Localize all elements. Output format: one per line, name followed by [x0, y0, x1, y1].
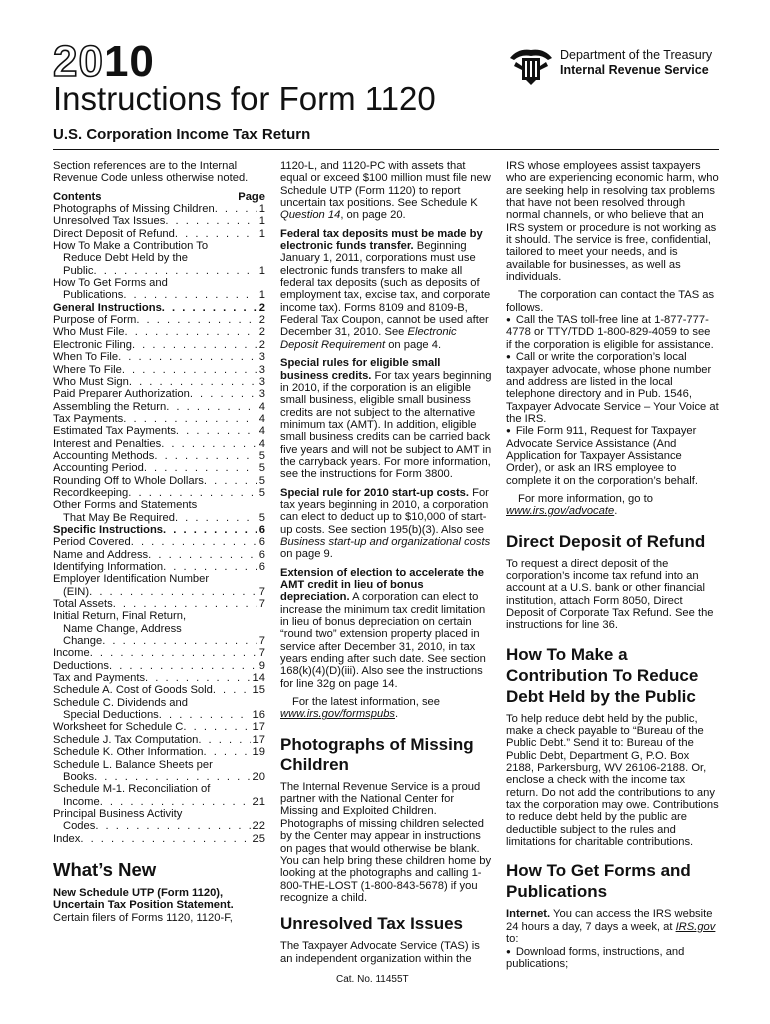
- intro-text: Section references are to the Internal Revenue Code unless otherwise noted.: [53, 160, 249, 185]
- toc-leader-dots: [89, 586, 257, 598]
- tas-text: IRS whose employees assist taxpayers who are experiencing economic harm, who are seeking help in resolving tax problems that have not been resolved through normal channels, or who believe that an IRS system or procedure is not working as it should. The service is free, confidential, tailored to meet your needs, and is available for businesses, as well as individuals.: [506, 160, 719, 284]
- table-of-contents: [53, 203, 265, 845]
- toc-entry-title: Employer Identification Number: [53, 573, 210, 586]
- toc-entry[interactable]: [53, 660, 265, 672]
- toc-entry-page: 4: [258, 437, 265, 450]
- toc-entry: [53, 499, 265, 511]
- column-2: [280, 160, 492, 971]
- toc-entry[interactable]: [53, 326, 265, 338]
- toc-leader-dots: [109, 660, 257, 672]
- toc-entry-page: 14: [252, 672, 265, 685]
- column-1: [53, 160, 265, 924]
- toc-entry: [53, 610, 265, 622]
- toc-entry-page: 3: [258, 351, 265, 364]
- toc-entry-title: General Instructions: [53, 301, 162, 314]
- toc-entry-page: 4: [258, 425, 265, 438]
- whats-new-heading: What’s New: [53, 858, 157, 880]
- question-14-ref[interactable]: Question 14: [280, 209, 341, 222]
- toc-entry-title: Interest and Penalties: [53, 437, 162, 450]
- toc-entry-page: 3: [258, 388, 265, 401]
- toc-entry-title: Deductions: [53, 659, 109, 672]
- bullet-download-forms: ● Download forms, instructions, and publications;: [506, 946, 719, 971]
- contribution-heading: How To Make a Contribution To Reduce Debt Held by the Public: [506, 644, 699, 706]
- toc-entry-title: Books: [63, 770, 95, 783]
- toc-entry-page: 21: [252, 795, 265, 808]
- toc-entry-title: Who Must File: [53, 326, 125, 339]
- toc-entry[interactable]: [53, 672, 265, 684]
- toc-entry-title: Electronic Filing: [53, 338, 132, 351]
- toc-entry[interactable]: [53, 721, 265, 733]
- year-solid-part: 10: [103, 37, 155, 86]
- startup-text: For tax years beginning in 2010, a corporation can elect to deduct up to $10,000 of start-up costs. See section 195(b)(3). Also see: [280, 486, 489, 536]
- page-title: Instructions for Form 1120: [53, 80, 436, 117]
- toc-entry[interactable]: [53, 450, 265, 462]
- toc-leader-dots: [145, 672, 251, 684]
- toc-entry-title: When To File: [53, 351, 119, 364]
- toc-leader-dots: [122, 364, 257, 376]
- toc-entry-title: (EIN): [63, 585, 90, 598]
- toc-leader-dots: [123, 289, 256, 301]
- photos-heading: Photographs of Missing Children: [280, 734, 474, 774]
- toc-entry-page: 25: [252, 832, 265, 845]
- toc-entry[interactable]: [53, 487, 265, 499]
- toc-entry-page: 1: [258, 203, 265, 216]
- toc-entry-title: Index: [53, 832, 81, 845]
- toc-entry[interactable]: [53, 586, 265, 598]
- toc-leader-dots: [162, 302, 257, 314]
- toc-entry-title: Schedule C. Dividends and: [53, 696, 188, 709]
- toc-entry-title: How To Make a Contribution To: [53, 240, 209, 253]
- toc-entry-title: Photographs of Missing Children: [53, 203, 215, 216]
- toc-entry[interactable]: [53, 475, 265, 487]
- toc-entry[interactable]: [53, 289, 265, 301]
- toc-entry-title: Estimated Tax Payments: [53, 425, 176, 438]
- toc-entry[interactable]: [53, 820, 265, 832]
- bullet-form-911: ● File Form 911, Request for Taxpayer Advocate Service Assistance (And Application for Taxpayer Assistance Order), or ask an IRS employee to complete it on the corporation’s behalf.: [506, 425, 719, 487]
- toc-entry[interactable]: [53, 796, 265, 808]
- toc-entry-title: Name Change, Address: [63, 622, 182, 635]
- page-subtitle: U.S. Corporation Income Tax Return: [53, 126, 311, 143]
- toc-entry-title: Change: [63, 635, 103, 648]
- small-business-text: For tax years beginning in 2010, if the corporation is an eligible small business, eligible small business credits are not subject to the alternative minimum tax (AMT). In addition, eligible small business credits can be carried back five years and will not be subject to AMT in the carryback years. For more information, see the instructions for Form 3800.: [280, 369, 492, 481]
- utp-heading: New Schedule UTP (Form 1120), Uncertain Tax Position Statement.: [53, 886, 234, 912]
- toc-entry: [53, 759, 265, 771]
- toc-entry-title: Accounting Methods: [53, 449, 155, 462]
- toc-entry[interactable]: [53, 561, 265, 573]
- toc-leader-dots: [165, 215, 256, 227]
- toc-leader-dots: [213, 684, 251, 696]
- toc-leader-dots: [176, 425, 257, 437]
- toc-entry[interactable]: [53, 265, 265, 277]
- startup-text-end: on page 9.: [280, 548, 333, 561]
- eft-heading: Federal tax deposits must be made by electronic funds transfer.: [280, 227, 483, 253]
- toc-entry-title: Schedule J. Tax Computation: [53, 733, 199, 746]
- irs-gov-link[interactable]: IRS.gov: [675, 920, 716, 933]
- contribution-text: To help reduce debt held by the public, make a check payable to “Bureau of the Public Debt.” Send it to: Bureau of the Public Debt, Department G, P.O. Box 2188, Parkersburg, WV 26106-2188. Or, enclose a check with the income tax return. Do not add the contributions to any tax the corporation may owe. Contributions to reduce debt held by the public are deductible subject to the rules and limitations for charitable contributions.: [506, 712, 719, 849]
- direct-deposit-text: To request a direct deposit of the corporation’s income tax refund into an account at a U.S. bank or other financial institution, attach Form 8050, Direct Deposit of Corporate Tax Refund. See the instructions for line 36.: [506, 557, 714, 632]
- catalog-number: Cat. No. 11455T: [336, 974, 409, 985]
- internet-text-end: to:: [506, 933, 519, 946]
- toc-entry[interactable]: [53, 425, 265, 437]
- toc-leader-dots: [163, 561, 257, 573]
- photos-text: The Internal Revenue Service is a proud partner with the National Center for Missing and Exploited Children. Photographs of missing children selected by the Center may appear in instructions on pages that would otherwise be blank. You can help bring these children home by looking at the photographs and calling 1-800-THE-LOST (1-800-843-5678) if you recognize a child.: [280, 780, 492, 904]
- toc-leader-dots: [161, 438, 257, 450]
- column-3: [506, 160, 719, 970]
- toc-entry-page: 1: [258, 215, 265, 228]
- toc-entry[interactable]: [53, 746, 265, 758]
- toc-entry-page: 6: [258, 536, 265, 549]
- toc-entry-page: 20: [252, 770, 265, 783]
- toc-entry-title: That May Be Required: [63, 511, 175, 524]
- toc-entry-title: Specific Instructions: [53, 523, 164, 536]
- toc-leader-dots: [94, 771, 250, 783]
- toc-entry-page: 6: [258, 523, 265, 536]
- toc-entry-title: Tax and Payments: [53, 672, 146, 685]
- irs-eagle-logo-icon: [506, 44, 556, 86]
- toc-entry-page: 1: [258, 227, 265, 240]
- formspubs-link[interactable]: www.irs.gov/formspubs: [280, 708, 396, 721]
- toc-entry: [53, 252, 265, 264]
- toc-entry-title: Total Assets: [53, 598, 113, 611]
- eft-paragraph: [280, 228, 492, 351]
- startup-heading: Special rule for 2010 start-up costs.: [280, 486, 470, 499]
- toc-entry-page: 2: [258, 301, 265, 314]
- toc-entry-title: Accounting Period: [53, 462, 144, 475]
- contact-intro: The corporation can contact the TAS as follows.: [506, 289, 715, 314]
- amt-heading: Extension of election to accelerate the AMT credit in lieu of bonus depreciation.: [280, 566, 484, 604]
- more-info-paragraph: [506, 493, 719, 518]
- toc-entry-page: 15: [252, 684, 265, 697]
- toc-entry-title: Recordkeeping: [53, 486, 129, 499]
- toc-entry-page: 22: [252, 820, 265, 833]
- toc-entry-title: Public: [63, 264, 94, 277]
- toc-entry-page: 3: [258, 363, 265, 376]
- toc-entry[interactable]: [53, 833, 265, 845]
- toc-leader-dots: [183, 721, 250, 733]
- direct-deposit-heading: Direct Deposit of Refund: [506, 531, 706, 551]
- year-outline-part: 20: [53, 37, 104, 86]
- toc-header: [53, 191, 265, 203]
- advocate-link[interactable]: www.irs.gov/advocate: [506, 505, 615, 518]
- toc-entry-page: 4: [258, 412, 265, 425]
- toc-leader-dots: [128, 487, 257, 499]
- toc-page-label: Page: [238, 190, 265, 203]
- toc-entry-page: 2: [258, 314, 265, 327]
- toc-entry[interactable]: [53, 771, 265, 783]
- toc-entry[interactable]: [53, 647, 265, 659]
- toc-entry[interactable]: [53, 549, 265, 561]
- toc-entry-title: Reduce Debt Held by the: [63, 252, 189, 265]
- toc-entry-page: 7: [258, 647, 265, 660]
- amt-text: A corporation can elect to increase the minimum tax credit limitation in lieu of bonus depreciation on certain “round two” extension property placed in service after December 31, 2010, in tax years ending after such date. See section 168(k)(4)(D)(iii). Also see the instructions for line 32g on page 14.: [280, 591, 486, 690]
- toc-leader-dots: [198, 734, 250, 746]
- toc-entry[interactable]: [53, 314, 265, 326]
- toc-leader-dots: [154, 450, 256, 462]
- toc-entry-title: Schedule A. Cost of Goods Sold: [53, 684, 213, 697]
- toc-entry-page: 17: [252, 733, 265, 746]
- toc-entry: [53, 623, 265, 635]
- utp-text: Certain filers of Forms 1120, 1120-F,: [53, 911, 233, 924]
- toc-entry-page: 2: [258, 326, 265, 339]
- toc-entry-page: 9: [258, 659, 265, 672]
- latest-info-text: For the latest information, see: [292, 696, 440, 709]
- toc-entry-page: 5: [258, 449, 265, 462]
- toc-label: Contents: [53, 190, 102, 203]
- toc-entry-title: Income: [63, 795, 100, 808]
- toc-entry[interactable]: [53, 302, 265, 314]
- toc-entry[interactable]: [53, 684, 265, 696]
- toc-entry-page: 16: [252, 709, 265, 722]
- eft-text-end: on page 4.: [388, 338, 442, 351]
- toc-entry-title: Identifying Information: [53, 561, 164, 573]
- toc-entry-page: 5: [258, 462, 265, 475]
- bullet-local-advocate: ● Call or write the corporation’s local taxpayer advocate, whose phone number and address are listed in the local telephone directory and in Pub. 1546, Taxpayer Advocate Service – Your Voice at the IRS.: [506, 351, 719, 425]
- toc-leader-dots: [148, 549, 257, 561]
- year-heading: [53, 37, 155, 86]
- eft-text: Beginning January 1, 2011, corporations must use electronic funds transfers to make all federal tax deposits (such as deposits of employment tax, excise tax, and corporate income tax). Forms 8109 and 8109-B, Federal Tax Coupon, cannot be used after December 31, 2010. See: [280, 240, 491, 339]
- toc-entry[interactable]: [53, 709, 265, 721]
- toc-entry[interactable]: [53, 203, 265, 215]
- header-divider: [53, 149, 719, 150]
- toc-entry: [53, 808, 265, 820]
- toc-leader-dots: [113, 598, 257, 610]
- toc-entry[interactable]: [53, 462, 265, 474]
- toc-entry[interactable]: [53, 413, 265, 425]
- amt-paragraph: [280, 567, 492, 690]
- toc-entry[interactable]: [53, 364, 265, 376]
- toc-entry[interactable]: [53, 734, 265, 746]
- toc-leader-dots: [125, 326, 257, 338]
- toc-leader-dots: [204, 475, 257, 487]
- toc-entry-title: Direct Deposit of Refund: [53, 227, 175, 240]
- toc-entry-title: Who Must Sign: [53, 375, 129, 388]
- toc-entry-page: 7: [258, 585, 265, 598]
- toc-leader-dots: [95, 820, 250, 832]
- toc-entry-title: Worksheet for Schedule C: [53, 721, 184, 734]
- toc-entry[interactable]: [53, 438, 265, 450]
- toc-entry-page: 5: [258, 474, 265, 487]
- toc-entry-title: Tax Payments: [53, 412, 124, 425]
- toc-entry-page: 4: [258, 400, 265, 413]
- toc-entry-title: Other Forms and Statements: [53, 499, 198, 512]
- toc-entry-title: Assembling the Return: [53, 400, 167, 413]
- toc-entry-page: 7: [258, 598, 265, 611]
- toc-entry[interactable]: [53, 401, 265, 413]
- toc-entry[interactable]: [53, 215, 265, 227]
- toc-entry-title: Schedule L. Balance Sheets per: [53, 758, 213, 771]
- toc-entry[interactable]: [53, 376, 265, 388]
- startup-ref[interactable]: Business start-up and organizational costs: [280, 535, 491, 548]
- toc-leader-dots: [136, 314, 256, 326]
- toc-leader-dots: [90, 647, 257, 659]
- toc-entry[interactable]: [53, 228, 265, 240]
- toc-leader-dots: [215, 203, 257, 215]
- bullet-tas-toll-free: ● Call the TAS toll-free line at 1-877-777-4778 or TTY/TDD 1-800-829-4059 to see if the corporation is eligible for assistance.: [506, 314, 719, 351]
- toc-entry-page: 1: [258, 264, 265, 277]
- toc-leader-dots: [175, 512, 257, 524]
- small-business-heading: Special rules for eligible small business credits.: [280, 357, 441, 382]
- toc-entry: [53, 783, 265, 795]
- toc-entry: [53, 240, 265, 252]
- toc-entry-page: 3: [258, 375, 265, 388]
- department-line: Department of the Treasury: [560, 48, 713, 62]
- toc-entry-title: How To Get Forms and: [53, 277, 168, 290]
- toc-entry[interactable]: [53, 512, 265, 524]
- toc-entry-title: Initial Return, Final Return,: [53, 610, 187, 623]
- toc-entry-title: Where To File: [53, 363, 122, 376]
- utp-continued: [280, 160, 492, 222]
- toc-entry-page: 6: [258, 548, 265, 561]
- utp-continued-end: , on page 20.: [340, 209, 406, 222]
- toc-leader-dots: [159, 709, 251, 721]
- toc-entry-page: 19: [252, 746, 265, 759]
- toc-entry: [53, 697, 265, 709]
- forms-heading: How To Get Forms and Publications: [506, 861, 691, 902]
- startup-paragraph: [280, 487, 492, 561]
- toc-entry-title: Period Covered: [53, 536, 131, 549]
- internet-paragraph: [506, 908, 719, 945]
- toc-leader-dots: [190, 388, 257, 400]
- toc-entry-page: 6: [258, 561, 265, 573]
- toc-entry[interactable]: [53, 536, 265, 548]
- toc-entry-title: Principal Business Activity: [53, 807, 183, 820]
- toc-leader-dots: [175, 228, 257, 240]
- toc-entry-page: 5: [258, 511, 265, 524]
- toc-entry-title: Rounding Off to Whole Dollars: [53, 474, 204, 487]
- toc-entry-page: 2: [258, 338, 265, 351]
- toc-entry[interactable]: [53, 388, 265, 400]
- internet-label: Internet.: [506, 908, 551, 921]
- toc-entry[interactable]: [53, 339, 265, 351]
- toc-entry-page: 5: [258, 486, 265, 499]
- small-business-paragraph: [280, 357, 492, 480]
- toc-entry: [53, 277, 265, 289]
- toc-entry-title: Income: [53, 647, 90, 660]
- eft-ref[interactable]: Electronic Deposit Requirement: [280, 326, 457, 351]
- toc-entry-page: 7: [258, 635, 265, 648]
- toc-leader-dots: [132, 339, 257, 351]
- toc-leader-dots: [93, 265, 256, 277]
- toc-leader-dots: [123, 413, 257, 425]
- toc-leader-dots: [129, 376, 257, 388]
- toc-entry-title: Purpose of Form: [53, 314, 137, 327]
- toc-entry-title: Codes: [63, 820, 96, 833]
- internet-text: You can access the IRS website 24 hours a day, 7 days a week, at: [506, 908, 713, 933]
- toc-entry-title: Publications: [63, 289, 124, 302]
- toc-entry-page: 17: [252, 721, 265, 734]
- toc-entry[interactable]: [53, 351, 265, 363]
- agency-line: Internal Revenue Service: [560, 63, 709, 77]
- toc-entry-title: Special Deductions: [63, 709, 159, 722]
- department-block: [560, 48, 712, 78]
- toc-leader-dots: [144, 462, 257, 474]
- toc-leader-dots: [100, 796, 251, 808]
- toc-entry[interactable]: [53, 635, 265, 647]
- toc-entry-title: Schedule M-1. Reconciliation of: [53, 783, 211, 796]
- toc-entry[interactable]: [53, 524, 265, 536]
- more-info-end: .: [614, 505, 618, 518]
- toc-entry-title: Schedule K. Other Information: [53, 746, 204, 759]
- toc-leader-dots: [163, 524, 257, 536]
- toc-entry-title: Name and Address: [53, 548, 149, 561]
- toc-leader-dots: [80, 833, 250, 845]
- toc-leader-dots: [166, 401, 257, 413]
- latest-info-paragraph: [280, 696, 492, 721]
- unresolved-heading: Unresolved Tax Issues: [280, 914, 463, 934]
- toc-entry-page: 1: [258, 289, 265, 302]
- toc-entry-title: Unresolved Tax Issues: [53, 215, 166, 228]
- toc-leader-dots: [102, 635, 257, 647]
- toc-entry-title: Paid Preparer Authorization: [53, 388, 190, 401]
- latest-info-end: .: [395, 708, 399, 721]
- toc-leader-dots: [131, 536, 257, 548]
- toc-leader-dots: [118, 351, 257, 363]
- toc-entry: [53, 573, 265, 585]
- toc-entry[interactable]: [53, 598, 265, 610]
- unresolved-text: The Taxpayer Advocate Service (TAS) is an independent organization within the: [280, 940, 480, 965]
- toc-leader-dots: [204, 746, 251, 758]
- more-info-text: For more information, go to: [518, 492, 653, 505]
- utp-continued-text: 1120-L, and 1120-PC with assets that equal or exceed $100 million must file new Schedule UTP (Form 1120) to report uncertain tax positions. See Schedule K: [280, 160, 491, 210]
